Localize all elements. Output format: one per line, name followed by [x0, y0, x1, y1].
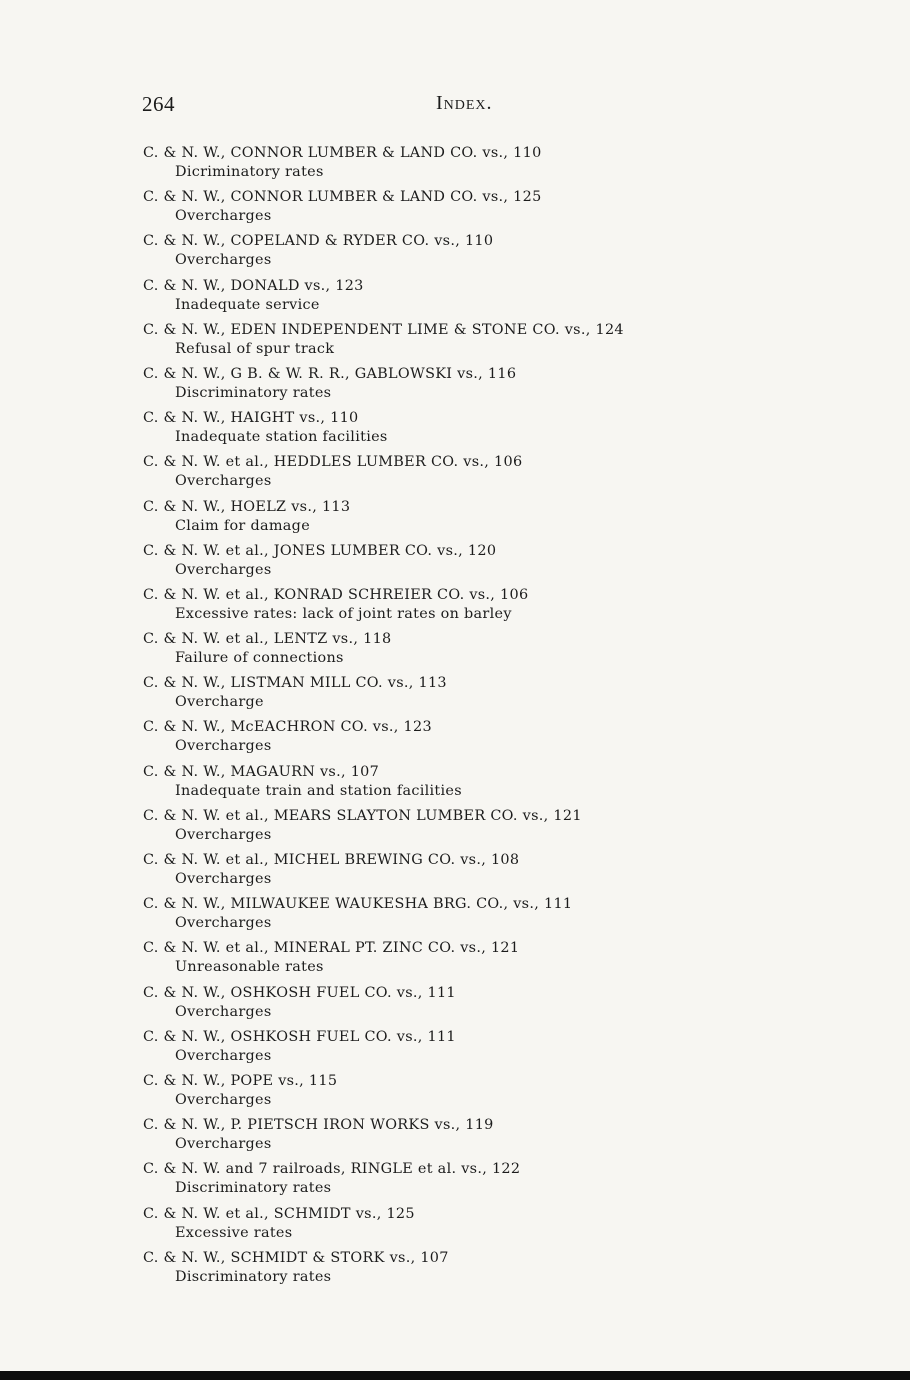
entry-title: C. & N. W. et al., KONRAD SCHREIER CO. vs., 106: [143, 586, 529, 603]
index-entry: [143, 1116, 743, 1160]
entry-title: C. & N. W., P. PIETSCH IRON WORKS vs., 119: [143, 1117, 494, 1134]
page-number: 264: [142, 92, 175, 116]
entry-title: C. & N. W., CONNOR LUMBER & LAND CO. vs., 125: [143, 189, 542, 206]
entry-subject: Overcharges: [175, 1091, 272, 1108]
index-entry: [143, 321, 743, 365]
entry-title: C. & N. W., EDEN INDEPENDENT LIME & STONE CO. vs., 124: [143, 321, 624, 338]
index-entry: [143, 763, 743, 807]
entry-title: C. & N. W., POPE vs., 115: [143, 1072, 338, 1089]
entry-title: C. & N. W., OSHKOSH FUEL CO. vs., 111: [143, 984, 456, 1001]
entry-subject: Overcharges: [175, 208, 272, 225]
index-entry: [143, 542, 743, 586]
entry-title: C. & N. W., OSHKOSH FUEL CO. vs., 111: [143, 1028, 456, 1045]
entry-title: C. & N. W., SCHMIDT & STORK vs., 107: [143, 1249, 449, 1266]
entry-title: C. & N. W. et al., MICHEL BREWING CO. vs., 108: [143, 852, 520, 868]
entry-title: C. & N. W. and 7 railroads, RINGLE et al. vs., 122: [143, 1161, 521, 1178]
index-entry: [143, 409, 743, 453]
index-entry: [143, 984, 743, 1028]
index-entry: [143, 1028, 743, 1072]
entry-subject: Overcharges: [175, 473, 272, 490]
index-entry: [143, 232, 743, 276]
page-header: [142, 92, 702, 120]
entry-title: C. & N. W., G B. & W. R. R., GABLOWSKI vs., 116: [143, 365, 517, 382]
entry-subject: Overcharges: [175, 1047, 272, 1064]
index-entries: [143, 144, 743, 1293]
entry-subject: Overcharges: [175, 1136, 272, 1153]
index-entry: [143, 188, 743, 232]
entry-title: C. & N. W. et al., SCHMIDT vs., 125: [143, 1205, 415, 1222]
index-entry: [143, 1160, 743, 1204]
entry-subject: Discriminatory rates: [175, 1268, 332, 1285]
entry-subject: Overcharge: [175, 694, 264, 711]
index-entry: [143, 453, 743, 497]
index-entry: [143, 807, 743, 851]
scan-bottom-edge: [0, 1371, 910, 1380]
index-entry: [143, 365, 743, 409]
index-entry: [143, 586, 743, 630]
entry-subject: Failure of connections: [175, 650, 344, 667]
entry-title: C. & N. W., DONALD vs., 123: [143, 277, 364, 294]
index-entry: [143, 939, 743, 983]
entry-title: C. & N. W., COPELAND & RYDER CO. vs., 110: [143, 233, 494, 250]
entry-subject: Claim for damage: [175, 517, 311, 534]
entry-subject: Dicriminatory rates: [175, 164, 324, 180]
index-entry: [143, 851, 743, 895]
entry-title: C. & N. W. et al., MINERAL PT. ZINC CO. vs., 121: [143, 940, 520, 957]
index-entry: [143, 498, 743, 542]
entry-subject: Overcharges: [175, 561, 272, 578]
entry-title: C. & N. W., MAGAURN vs., 107: [143, 763, 380, 780]
entry-subject: Discriminatory rates: [175, 384, 332, 401]
index-entry: [143, 895, 743, 939]
entry-subject: Overcharges: [175, 1003, 272, 1020]
entry-subject: Overcharges: [175, 826, 272, 843]
entry-title: C. & N. W., McEACHRON CO. vs., 123: [143, 719, 432, 736]
entry-title: C. & N. W., CONNOR LUMBER & LAND CO. vs., 110: [143, 145, 542, 161]
entry-subject: Unreasonable rates: [175, 959, 324, 976]
entry-subject: Overcharges: [175, 871, 272, 887]
entry-subject: Overcharges: [175, 915, 272, 932]
entry-title: C. & N. W. et al., HEDDLES LUMBER CO. vs., 106: [143, 454, 523, 471]
entry-title: C. & N. W., LISTMAN MILL CO. vs., 113: [143, 675, 447, 692]
index-entry: [143, 1205, 743, 1249]
index-entry: [143, 718, 743, 762]
entry-title: C. & N. W. et al., JONES LUMBER CO. vs., 120: [143, 542, 497, 559]
index-entry: [143, 674, 743, 718]
entry-subject: Discriminatory rates: [175, 1180, 332, 1197]
entry-subject: Inadequate station facilities: [175, 429, 388, 446]
entry-subject: Inadequate train and station facilities: [175, 782, 462, 799]
entry-subject: Excessive rates: [175, 1224, 293, 1241]
index-entry: [143, 277, 743, 321]
entry-title: C. & N. W. et al., LENTZ vs., 118: [143, 631, 392, 648]
entry-subject: Excessive rates: lack of joint rates on barley: [175, 605, 512, 622]
entry-subject: Inadequate service: [175, 296, 320, 313]
entry-subject: Overcharges: [175, 252, 272, 269]
entry-title: C. & N. W. et al., MEARS SLAYTON LUMBER CO. vs., 121: [143, 807, 582, 824]
entry-title: C. & N. W., HAIGHT vs., 110: [143, 410, 359, 427]
entry-subject: Overcharges: [175, 738, 272, 755]
running-title: Index.: [436, 92, 493, 114]
entry-title: C. & N. W., HOELZ vs., 113: [143, 498, 351, 515]
index-entry: [143, 1249, 743, 1293]
index-entry: [143, 630, 743, 674]
entry-subject: Refusal of spur track: [175, 340, 335, 357]
index-entry: [143, 144, 743, 188]
entry-title: C. & N. W., MILWAUKEE WAUKESHA BRG. CO., vs., 111: [143, 896, 573, 913]
index-entry: [143, 1072, 743, 1116]
